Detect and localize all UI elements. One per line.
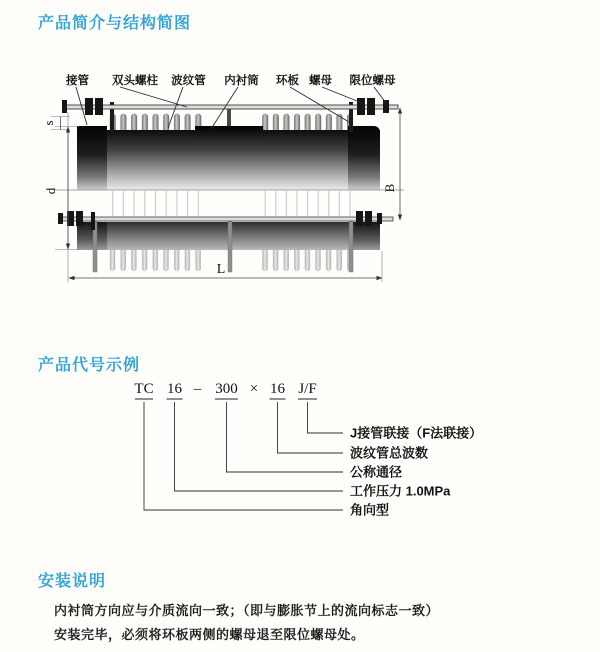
intro-section-title: 产品简介与结构简图 <box>38 15 192 32</box>
code-seg-type: TC <box>134 381 154 397</box>
product-code-diagram <box>0 370 600 540</box>
left-pipe-end <box>77 126 107 190</box>
code-seg-times: × <box>249 381 259 397</box>
lower-tie-rod <box>59 217 393 221</box>
install-note-line2: 安装完毕，必须将环板两侧的螺母退至限位螺母处。 <box>54 627 365 642</box>
code-seg-connection: J/F <box>298 381 317 397</box>
dim-d: d <box>43 187 58 195</box>
callout-diameter: 公称通径 <box>350 464 403 480</box>
label-stud: 双头螺柱 <box>112 75 158 87</box>
label-connection-pipe: 接管 <box>66 75 89 87</box>
inner-liner-sleeve <box>195 126 263 142</box>
callout-connection: J接管联接（F法联接） <box>350 425 483 441</box>
label-nut: 螺母 <box>309 75 332 87</box>
lower-right-pipe-end <box>350 222 380 250</box>
install-note-line1: 内衬筒方向应与介质流向一致；（即与膨胀节上的流向标志一致） <box>54 603 440 618</box>
code-seg-waves: 16 <box>270 381 285 397</box>
callout-pressure: 工作压力 1.0MPa <box>350 483 451 499</box>
dim-L: L <box>216 262 226 277</box>
label-limit-nut: 限位螺母 <box>349 75 396 87</box>
upper-tie-rod <box>64 105 398 109</box>
right-pipe-end <box>348 126 380 190</box>
install-section-title: 安装说明 <box>38 573 107 590</box>
dim-s: s <box>41 120 56 126</box>
code-section-title: 产品代号示例 <box>38 357 141 374</box>
limit-nut <box>383 100 389 113</box>
label-inner-liner: 内衬筒 <box>224 75 259 87</box>
callout-waves: 波纹管总波数 <box>350 445 429 461</box>
label-bellows: 波纹管 <box>171 75 206 87</box>
code-seg-pressure: 16 <box>167 381 182 397</box>
code-callout-lines <box>144 402 343 510</box>
structure-diagram <box>0 60 600 315</box>
label-ring-plate: 环板 <box>276 75 299 87</box>
code-seg-diameter: 300 <box>215 381 238 397</box>
callout-type: 角向型 <box>350 502 390 518</box>
dim-B: B <box>382 183 397 193</box>
inner-bellows-lines <box>113 191 350 216</box>
code-seg-dash: – <box>193 381 202 397</box>
